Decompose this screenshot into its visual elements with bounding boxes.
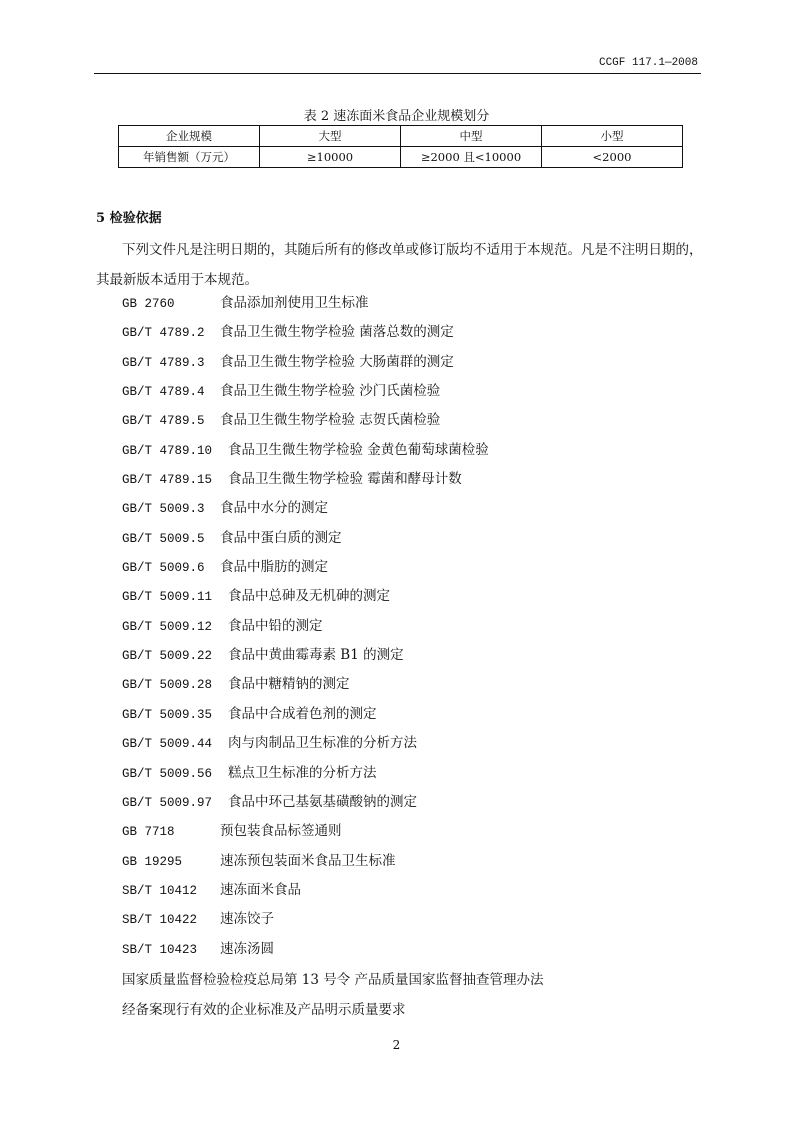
reference-title: 食品中铅的测定 [228, 617, 323, 634]
reference-item [122, 465, 489, 494]
reference-code: GB/T 4789.10 [122, 443, 213, 458]
table-cell: <2000 [542, 147, 683, 168]
reference-item [122, 788, 489, 817]
reference-item [122, 847, 489, 876]
reference-item [122, 817, 489, 846]
reference-code: GB/T 5009.3 [122, 502, 205, 517]
reference-code: GB/T 4789.15 [122, 473, 213, 488]
reference-title: 食品中总砷及无机砷的测定 [228, 588, 390, 605]
reference-item [122, 612, 489, 641]
reference-title: 肉与肉制品卫生标准的分析方法 [228, 735, 417, 752]
reference-line: 经备案现行有效的企业标准及产品明示质量要求 [122, 1002, 406, 1018]
reference-item [122, 524, 489, 553]
reference-item [122, 348, 489, 377]
reference-code: GB/T 5009.56 [122, 766, 213, 781]
table-cell: 小型 [542, 126, 683, 147]
table-row [119, 126, 683, 147]
reference-code: GB/T 5009.28 [122, 678, 213, 693]
reference-title: 食品中蛋白质的测定 [220, 529, 342, 546]
reference-title: 食品中环己基氨基磺酸钠的测定 [228, 793, 417, 810]
reference-code: GB/T 5009.5 [122, 531, 205, 546]
reference-code: GB/T 4789.5 [122, 414, 205, 429]
table-row [119, 147, 683, 168]
table-cell: 年销售额（万元） [119, 147, 260, 168]
table-cell: 大型 [260, 126, 401, 147]
reference-item [122, 377, 489, 406]
reference-code: GB/T 4789.2 [122, 326, 205, 341]
reference-item [122, 759, 489, 788]
table-cell: 中型 [401, 126, 542, 147]
reference-code: GB/T 5009.12 [122, 619, 213, 634]
reference-item [122, 729, 489, 758]
page-number: 2 [392, 1038, 401, 1052]
reference-item [122, 935, 489, 964]
reference-title: 食品中水分的测定 [220, 500, 328, 517]
reference-title: 预包装食品标签通则 [220, 823, 342, 840]
reference-code: GB 7718 [122, 825, 175, 840]
document-code: CCGF 117.1—2008 [598, 57, 698, 69]
reference-code: GB 19295 [122, 854, 183, 869]
reference-title: 速冻汤圆 [220, 940, 274, 957]
reference-item [122, 406, 489, 435]
reference-code: GB/T 4789.3 [122, 355, 205, 370]
reference-item [122, 905, 489, 934]
reference-code: GB/T 5009.97 [122, 795, 213, 810]
table-cell: ≥2000 且<10000 [401, 147, 542, 168]
table-cell: 企业规模 [119, 126, 260, 147]
reference-code: GB/T 5009.22 [122, 649, 213, 664]
reference-item [122, 641, 489, 670]
reference-item [122, 700, 489, 729]
reference-item [122, 582, 489, 611]
reference-item [122, 876, 489, 905]
header-rule [94, 73, 701, 74]
reference-title: 食品卫生微生物学检验 大肠菌群的测定 [220, 353, 454, 370]
table-cell: ≥10000 [260, 147, 401, 168]
reference-code: GB/T 5009.11 [122, 590, 213, 605]
reference-title: 食品卫生微生物学检验 志贺氏菌检验 [220, 412, 441, 429]
intro-paragraph: 下列文件凡是注明日期的，其随后所有的修改单或修订版均不适用于本规范。凡是不注明日期的，其最新版本适用于本规范。 [96, 242, 703, 288]
reference-title: 食品卫生微生物学检验 霉菌和酵母计数 [228, 471, 462, 488]
reference-code: GB/T 5009.6 [122, 561, 205, 576]
reference-code: SB/T 10423 [122, 942, 198, 957]
reference-item [122, 289, 489, 318]
reference-item [122, 436, 489, 465]
reference-code: SB/T 10422 [122, 913, 198, 928]
reference-title: 糕点卫生标准的分析方法 [228, 764, 377, 781]
reference-title: 食品卫生微生物学检验 菌落总数的测定 [220, 324, 454, 341]
reference-item [122, 670, 489, 699]
reference-code: SB/T 10412 [122, 883, 198, 898]
reference-title: 速冻预包装面米食品卫生标准 [220, 852, 396, 869]
table-caption: 表 2 速冻面米食品企业规模划分 [303, 109, 490, 124]
reference-code: GB 2760 [122, 297, 175, 311]
reference-line: 国家质量监督检验检疫总局第 13 号令 产品质量国家监督抽查管理办法 [122, 972, 544, 988]
reference-title: 速冻面米食品 [220, 881, 301, 898]
reference-title: 速冻饺子 [220, 911, 274, 928]
reference-item [122, 553, 489, 582]
reference-item [122, 318, 489, 347]
reference-code: GB/T 5009.35 [122, 707, 213, 722]
reference-item [122, 494, 489, 523]
reference-title: 食品添加剂使用卫生标准 [220, 295, 369, 311]
reference-title: 食品中合成着色剂的测定 [228, 705, 377, 722]
reference-code: GB/T 5009.44 [122, 737, 213, 752]
reference-title: 食品中糖精钠的测定 [228, 676, 350, 693]
reference-list [122, 289, 489, 964]
section-heading: 5 检验依据 [96, 211, 162, 226]
reference-title: 食品中脂肪的测定 [220, 559, 328, 576]
reference-title: 食品中黄曲霉毒素 B1 的测定 [228, 647, 404, 664]
reference-title: 食品卫生微生物学检验 沙门氏菌检验 [220, 383, 441, 400]
reference-title: 食品卫生微生物学检验 金黄色葡萄球菌检验 [228, 441, 489, 458]
enterprise-scale-table [118, 125, 683, 168]
reference-code: GB/T 4789.4 [122, 385, 205, 400]
